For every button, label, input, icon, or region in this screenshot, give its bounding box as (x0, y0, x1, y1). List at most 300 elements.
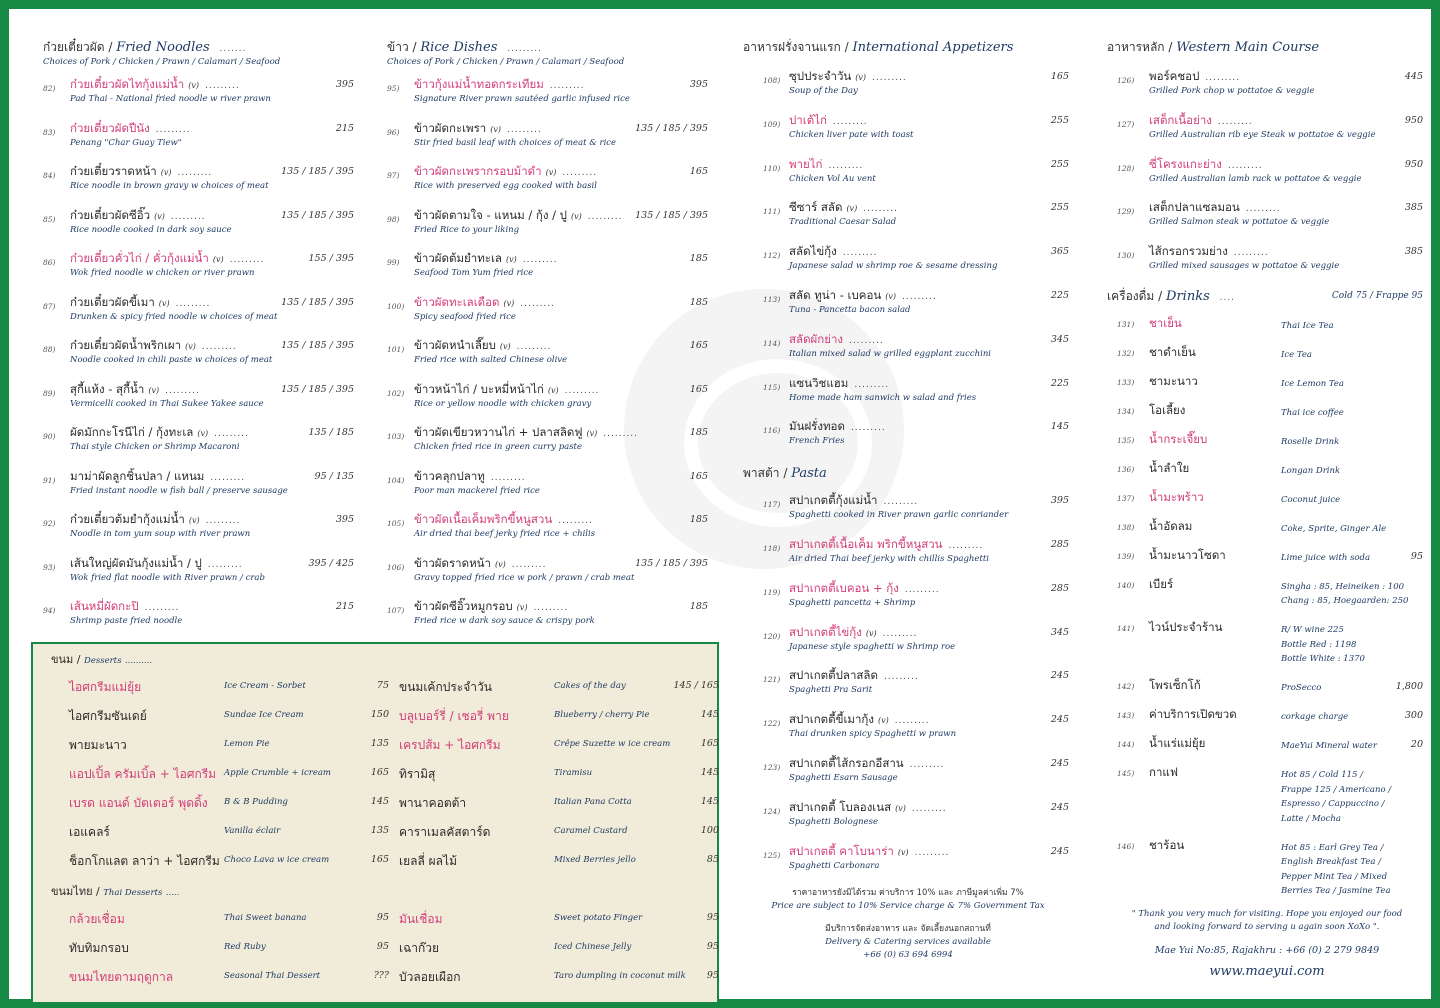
menu-item[interactable] (387, 550, 712, 594)
menu-item[interactable] (387, 115, 712, 159)
dessert-item[interactable] (69, 790, 389, 819)
dessert-item[interactable] (69, 935, 389, 964)
menu-item[interactable] (1107, 151, 1427, 195)
item-description: Gravy topped fried rice w pork / prawn / crab meat (414, 572, 635, 583)
item-name-th: ข้าวผัดกะเพรา (414, 120, 487, 135)
drink-description-line: corkage charge (1281, 712, 1349, 723)
rice-dishes-column (387, 39, 712, 637)
item-name: เสต็กปลาแซลมอน ......... (1149, 200, 1281, 215)
dessert-item[interactable] (399, 964, 719, 993)
item-description: Noodle cooked in chili paste w choices of meat (70, 355, 273, 365)
menu-item[interactable] (743, 151, 1073, 195)
item-number: 142) (1117, 682, 1135, 692)
section-title-th: อาหารหลัก / (1107, 40, 1173, 54)
item-number: 135) (1117, 435, 1135, 445)
dessert-item[interactable] (399, 790, 719, 819)
drink-name: น้ำมะนาวโซดา (1149, 547, 1226, 562)
item-number: 90) (43, 432, 56, 441)
menu-item[interactable] (743, 619, 1073, 663)
item-name-th: ข้าวคลุกปลาทู (414, 468, 485, 483)
menu-item[interactable] (387, 332, 712, 376)
item-name: สลัดไข่กุ้ง ......... (789, 244, 878, 259)
dessert-name: เฉาก๊วย (399, 941, 440, 955)
item-price: 255 (1050, 202, 1069, 214)
drink-item[interactable] (1107, 515, 1427, 544)
item-name: ข้าวผัดราดหน้า (v) ......... (414, 555, 547, 570)
dessert-name: มันเชื่อม (399, 912, 443, 926)
dessert-price: 145 (700, 709, 719, 720)
vegetarian-mark: (v) (160, 168, 172, 177)
item-price: 225 (1050, 289, 1069, 301)
drink-description (1281, 710, 1348, 725)
drink-name: ชาเย็น (1149, 315, 1182, 330)
dessert-price: 75 (376, 680, 389, 691)
section-title-en: Rice Dishes (420, 40, 498, 55)
item-description: Thai drunken spicy Spaghetti w prawn (789, 729, 957, 740)
item-number: 98) (387, 214, 400, 224)
item-number: 116) (763, 426, 781, 436)
item-name-th: ก๋วยเตี๋ยวผัดซีอิ๊ว (70, 207, 151, 222)
item-name: พอร์คชอป ......... (1149, 69, 1241, 83)
item-price: 395 / 425 (308, 557, 354, 569)
item-price: 285 (1050, 582, 1069, 594)
section-subtitle: Choices of Pork / Chicken / Prawn / Calamari / Seafood (387, 57, 625, 67)
item-number: 95) (387, 84, 400, 93)
menu-item[interactable] (387, 593, 712, 637)
drink-price: 20 (1410, 739, 1423, 751)
item-number: 85) (43, 214, 56, 224)
section-title-en: Pasta (791, 466, 827, 482)
item-price: 135 / 185 / 395 (281, 296, 354, 308)
item-price: 185 (689, 427, 708, 438)
item-name: สปาเกตตี้เนื้อเค็ม พริกขี้หนูสวน ......... (789, 536, 984, 551)
item-name-th: สปาเกตตี้เนื้อเค็ม พริกขี้หนูสวน (789, 536, 943, 551)
drink-description-line: Roselle Drink (1281, 436, 1340, 447)
dessert-name-en: Apple Crumble + icream (224, 768, 331, 778)
item-number: 88) (43, 345, 56, 354)
item-name: สลัด ทูน่า - เบคอน (v) ......... (789, 287, 937, 302)
item-price: 135 / 185 (308, 427, 354, 438)
menu-item[interactable] (387, 158, 712, 202)
vegetarian-mark: (v) (197, 429, 209, 438)
drink-item[interactable] (1107, 457, 1427, 486)
item-price: 395 (689, 79, 708, 90)
item-name-th: ข้าวหน้าไก่ / บะหมี่หน้าไก่ (414, 381, 544, 396)
drink-name: เบียร์ (1149, 576, 1174, 591)
menu-item[interactable] (43, 332, 358, 376)
menu-item[interactable] (43, 71, 358, 115)
item-price: 950 (1404, 114, 1423, 126)
drink-item[interactable] (1107, 486, 1427, 515)
menu-item[interactable] (387, 289, 712, 333)
item-name-th: ก๋วยเตี๋ยวผัดไทกุ้งแม่น้ำ (70, 77, 185, 91)
item-description: Tuna - Pancetta bacon salad (789, 304, 911, 315)
drink-description (1281, 406, 1344, 421)
delivery-phone: +66 (0) 63 694 6994 (863, 950, 953, 961)
item-name: ข้าวคลุกปลาทู ......... (414, 468, 526, 483)
dessert-item[interactable] (399, 935, 719, 964)
dessert-name-en: Taro dumpling in coconut milk (554, 971, 686, 981)
item-description: Italian mixed salad w grilled eggplant zucchini (789, 348, 992, 359)
item-number: 97) (387, 171, 400, 180)
menu-item[interactable] (1107, 194, 1427, 238)
drink-name: ค่าบริการเปิดขวด (1149, 707, 1237, 722)
drink-item[interactable] (1107, 341, 1427, 370)
menu-item[interactable] (743, 487, 1073, 531)
item-number: 143) (1117, 711, 1135, 721)
drink-description-line: R/ W wine 225 (1281, 625, 1344, 636)
drink-item[interactable] (1107, 399, 1427, 428)
dessert-item[interactable] (69, 674, 389, 703)
item-name: ซีซาร์ สลัด (v) ......... (789, 200, 898, 215)
drink-item[interactable] (1107, 544, 1427, 573)
item-description: Drunken & spicy fried noodle w choices of meat (70, 311, 278, 322)
item-description: Rice noodle in brown gravy w choices of meat (70, 181, 269, 191)
item-name-th: ก๋วยเตี๋ยวผัดขี้เมา (70, 294, 155, 309)
item-name: ข้าวผัดหนำเลี๊ยบ (v) ......... (414, 338, 552, 352)
item-price: 185 (689, 253, 708, 264)
item-price: 135 / 185 / 395 (635, 122, 708, 134)
item-number: 128) (1117, 163, 1135, 173)
item-price: 135 / 185 / 395 (281, 340, 354, 351)
menu-item[interactable] (743, 107, 1073, 151)
dessert-name: ช็อกโกแลต ลาว่า + ไอศกรีม (69, 854, 220, 868)
section-title-th: เครื่องดื่ม / (1107, 288, 1163, 303)
item-name-th: ข้าวผัดทะเลเดือด (414, 294, 500, 309)
item-number: 125) (763, 850, 781, 860)
menu-item[interactable] (43, 158, 358, 202)
item-number: 121) (763, 675, 781, 685)
dessert-item[interactable] (69, 703, 389, 732)
drink-name: น้ำกระเจี๊ยบ (1149, 431, 1208, 446)
item-number: 83) (43, 127, 56, 137)
menu-item[interactable] (43, 376, 358, 420)
item-name: สปาเกตตี้เบคอน + กุ้ง ......... (789, 580, 940, 595)
drink-name: ไวน์ประจำร้าน (1149, 620, 1223, 635)
menu-item[interactable] (43, 115, 358, 159)
menu-item[interactable] (387, 202, 712, 246)
item-number: 140) (1117, 580, 1135, 590)
item-number: 119) (763, 587, 781, 597)
section-title: ข้าว / Rice Dishes ......... (387, 40, 542, 55)
item-number: 118) (763, 543, 781, 553)
dessert-price: 145 (700, 767, 719, 778)
menu-item[interactable] (387, 463, 712, 507)
item-number: 109) (763, 119, 781, 129)
dessert-price: 165 (700, 738, 719, 749)
menu-item[interactable] (743, 531, 1073, 575)
drink-name: โพรเซ็กโก้ (1149, 678, 1201, 693)
dessert-price: 135 (370, 825, 389, 836)
drink-description-line: Hot 85 : Earl Grey Tea / (1281, 842, 1384, 853)
item-name-th: ซี่โครงแกะย่าง (1149, 156, 1222, 171)
item-number: 87) (43, 301, 56, 311)
dessert-name-en: Vanilla éclair (224, 826, 281, 836)
menu-item[interactable] (387, 376, 712, 420)
item-price: 950 (1404, 158, 1423, 170)
drink-description-line: Espresso / Cappuccino / (1281, 799, 1385, 810)
drink-item[interactable] (1107, 312, 1427, 341)
menu-item[interactable] (387, 419, 712, 463)
item-description: Wok fried noodle w chicken or river prawn (70, 268, 255, 278)
item-description: Signature River prawn sautéed garlic infused rice (414, 94, 630, 104)
item-price: 185 (689, 514, 708, 525)
vegetarian-mark: (v) (188, 81, 199, 90)
drink-item[interactable] (1107, 428, 1427, 457)
menu-item[interactable] (743, 282, 1073, 326)
desserts-title-en: Desserts (84, 656, 122, 666)
fried-noodles-column (43, 39, 358, 637)
section-title-en: Western Main Course (1176, 40, 1320, 55)
dessert-item[interactable] (69, 819, 389, 848)
drink-name: โอเลี้ยง (1149, 402, 1186, 417)
dessert-item[interactable] (69, 964, 389, 993)
section-title (743, 465, 1073, 481)
item-price: 165 (689, 340, 708, 351)
item-name-th: สปาเกตตี้กุ้งแม่น้ำ (789, 493, 878, 508)
item-name-th: สลัด ทูน่า - เบคอน (789, 287, 882, 302)
menu-item[interactable] (743, 706, 1073, 750)
menu-item[interactable] (387, 71, 712, 115)
delivery-th: มีบริการจัดส่งอาหาร และ จัดเลี้ยงนอกสถานที่ (825, 924, 991, 935)
dessert-name-en: Crêpe Suzette w ice cream (554, 739, 671, 749)
item-name-th: เส้นใหญ่ผัดมันกุ้งแม่น้ำ / ปู (70, 555, 202, 570)
item-number: 101) (387, 345, 405, 354)
menu-item[interactable] (743, 238, 1073, 282)
item-price: 165 (1050, 71, 1069, 82)
appetizers-pasta-column (743, 39, 1073, 962)
item-price: 215 (335, 601, 354, 612)
menu-item[interactable] (43, 419, 358, 463)
item-name: เสต็กเนื้อย่าง ......... (1149, 112, 1253, 127)
item-price: 135 / 185 / 395 (281, 209, 354, 221)
drink-description-line: Latte / Mocha (1281, 813, 1341, 824)
drink-description-line: Lime juice with soda (1281, 552, 1371, 563)
drink-item[interactable] (1107, 761, 1427, 834)
dessert-name: บัวลอยเผือก (399, 970, 461, 984)
dessert-name: คาราเมลคัสตาร์ด (399, 825, 491, 839)
item-description: Stir fried basil leaf with choices of meat & rice (414, 137, 617, 148)
item-name-th: เสต็กปลาแซลมอน (1149, 200, 1240, 215)
desserts-title: ขนม / Desserts .......... (51, 653, 152, 666)
item-price: 445 (1404, 71, 1423, 82)
vegetarian-mark: (v) (188, 516, 200, 525)
item-name: สปาเกตตี้ปลาสลิด ......... (789, 668, 919, 683)
item-description: Spaghetti Carbonara (789, 860, 880, 871)
dessert-price: 165 (370, 767, 389, 778)
vegetarian-mark: (v) (148, 385, 160, 395)
thai-desserts-title: ขนมไทย / Thai Desserts ..... (51, 885, 180, 898)
thai-desserts-title-th: ขนมไทย / (51, 885, 100, 898)
menu-item[interactable] (743, 194, 1073, 238)
item-name-th: ผัดมักกะโรนีไก่ / กุ้งทะเล (70, 425, 194, 439)
item-description: Grilled mixed sausages w pottatoe & veggie (1149, 261, 1340, 272)
dessert-item[interactable] (399, 732, 719, 761)
item-price: 145 (1050, 421, 1069, 433)
dessert-name: ขนมไทยตามฤดูกาล (69, 970, 174, 984)
menu-item[interactable] (743, 750, 1073, 794)
drink-description (1281, 522, 1386, 537)
menu-item[interactable] (1107, 107, 1427, 151)
menu-item[interactable] (1107, 63, 1427, 107)
item-name: สปาเกตตี้กุ้งแม่น้ำ ......... (789, 493, 919, 508)
drink-description-line: Singha : 85, Heineiken : 100 (1281, 581, 1405, 592)
vegetarian-mark: (v) (855, 73, 867, 82)
item-name: สปาเกตตี้ โบลองเนส (v) ......... (789, 799, 947, 814)
dessert-name-en: Thai Sweet banana (224, 913, 307, 923)
item-price: 345 (1050, 626, 1069, 638)
dessert-name-en: Sweet potato Finger (554, 913, 643, 923)
item-price: 345 (1050, 333, 1069, 345)
drink-description-line: Ice Tea (1281, 349, 1312, 360)
drink-description-line: ProSecco (1281, 683, 1322, 694)
section-title-th: ข้าว / (387, 40, 417, 54)
menu-item[interactable] (43, 202, 358, 246)
price-note (743, 887, 1073, 913)
menu-item[interactable] (43, 245, 358, 289)
drink-description-line: Berries Tea / Jasmine Tea (1281, 886, 1391, 897)
vegetarian-mark: (v) (895, 803, 906, 813)
item-number: 138) (1117, 522, 1135, 532)
drink-description-line: Coconut juice (1281, 494, 1341, 505)
menu-item[interactable] (743, 63, 1073, 107)
item-description: Pad Thai - National fried noodle w river prawn (70, 94, 271, 104)
menu-item[interactable] (43, 593, 358, 637)
vegetarian-mark: (v) (516, 603, 528, 612)
vegetarian-mark: (v) (212, 255, 224, 264)
item-name-th: สปาเกตตี้ไข่กุ้ง (789, 624, 862, 639)
item-name-th: ซุปประจำวัน (789, 69, 852, 83)
item-description: Spaghetti cooked in River prawn garlic conriander (789, 510, 1009, 521)
menu-item[interactable] (43, 289, 358, 333)
item-number: 139) (1117, 551, 1135, 561)
menu-item[interactable] (1107, 238, 1427, 282)
item-number: 111) (763, 207, 781, 217)
menu-item[interactable] (43, 550, 358, 594)
dessert-item[interactable] (399, 906, 719, 935)
item-number: 114) (763, 338, 781, 348)
section-title: ก๋วยเตี๋ยวผัด / Fried Noodles ....... (43, 40, 247, 55)
drink-description-line: Chang : 85, Hoegaarden: 250 (1281, 596, 1409, 607)
vegetarian-mark: (v) (505, 255, 517, 264)
dessert-item[interactable] (399, 848, 719, 877)
address: Mae Yui No:85, Rajakhru : +66 (0) 2 279 9849 (1154, 945, 1380, 957)
drinks-price-note: Cold 75 / Frappe 95 (1331, 290, 1423, 301)
dessert-name: ไอศกรีมซันเดย์ (69, 709, 147, 723)
dessert-item[interactable] (399, 761, 719, 790)
drink-description (1281, 739, 1377, 754)
item-price: 365 (1050, 246, 1069, 258)
item-name: ก๋วยเตี๋ยวผัดปีนัง ......... (70, 120, 191, 135)
drink-item[interactable] (1107, 573, 1427, 617)
drink-item[interactable] (1107, 834, 1427, 907)
dessert-item[interactable] (69, 761, 389, 790)
menu-item[interactable] (43, 506, 358, 550)
dessert-item[interactable] (399, 819, 719, 848)
item-name: ข้าวผัดต้มยำทะเล (v) ......... (414, 251, 558, 265)
drink-description-line: Frappe 125 / Americano / (1281, 784, 1392, 795)
item-name: ข้าวผัดซีอิ๊วหมูกรอบ (v) ......... (414, 599, 569, 613)
section-title-en: International Appetizers (852, 40, 1014, 55)
drink-name: ชาดำเย็น (1149, 344, 1196, 359)
dessert-item[interactable] (399, 674, 719, 703)
item-name-th: สปาเกตตี้เบคอน + กุ้ง (789, 580, 899, 595)
menu-item[interactable] (743, 662, 1073, 706)
section-title (1107, 39, 1427, 55)
drink-item[interactable] (1107, 370, 1427, 399)
item-number: 126) (1117, 76, 1135, 85)
menu-item[interactable] (43, 463, 358, 507)
dessert-name: ไอศกรีมแม่ยุ้ย (69, 680, 142, 694)
menu-item[interactable] (743, 413, 1073, 457)
item-number: 133) (1117, 377, 1135, 387)
menu-item[interactable] (387, 506, 712, 550)
drink-item[interactable] (1107, 703, 1427, 732)
menu-item[interactable] (743, 326, 1073, 370)
drink-description-line: Ice Lemon Tea (1281, 378, 1344, 389)
vegetarian-mark: (v) (878, 716, 889, 726)
item-number: 96) (387, 127, 400, 137)
item-price: 155 / 395 (308, 253, 354, 264)
item-description: Vermicelli cooked in Thai Sukee Yakee sauce (70, 398, 264, 409)
drink-item[interactable] (1107, 674, 1427, 703)
item-description: Air dried thai beef jerky fried rice + chilis (414, 529, 596, 539)
drink-item[interactable] (1107, 732, 1427, 761)
drink-item[interactable] (1107, 616, 1427, 674)
website-link[interactable]: www.maeyui.com (1209, 964, 1325, 980)
item-number: 104) (387, 475, 405, 485)
item-name-th: พอร์คชอป (1149, 69, 1200, 83)
menu-item[interactable] (743, 575, 1073, 619)
item-description: Fried rice with salted Chinese olive (414, 355, 568, 365)
thanks-line-1: " Thank you very much for visiting. Hope you enjoyed our food (1131, 909, 1403, 920)
dessert-item[interactable] (399, 703, 719, 732)
vegetarian-mark: (v) (154, 211, 165, 221)
item-price: 385 (1404, 246, 1423, 258)
dessert-name-en: Choco Lava w ice cream (224, 855, 330, 865)
drink-price: 1,800 (1395, 681, 1423, 693)
item-name: ก๋วยเตี๋ยวผัดซีอิ๊ว (v) ......... (70, 207, 206, 222)
item-number: 120) (763, 631, 781, 641)
item-price: 385 (1404, 202, 1423, 214)
item-name-th: ไส้กรอกรวมย่าง (1149, 244, 1228, 259)
item-description: Poor man mackerel fried rice (414, 485, 540, 496)
item-description: Chicken fried rice in green curry paste (414, 442, 583, 452)
item-name-th: ข้าวกุ้งแม่น้ำทอดกระเทียม (414, 77, 544, 91)
item-description: Traditional Caesar Salad (789, 217, 897, 228)
drink-description-line: Coke, Sprite, Ginger Ale (1281, 523, 1387, 534)
item-name: ผัดมักกะโรนีไก่ / กุ้งทะเล (v) ......... (70, 425, 249, 439)
dessert-item[interactable] (69, 906, 389, 935)
item-description: Thai style Chicken or Shrimp Macaroni (70, 442, 240, 452)
dessert-price: 95 (706, 912, 719, 923)
drink-description (1281, 623, 1365, 667)
dessert-price: 165 (370, 854, 389, 865)
menu-item[interactable] (743, 838, 1073, 882)
item-price: 225 (1050, 377, 1069, 389)
item-name-th: พายไก่ (789, 156, 823, 171)
item-name-th: ข้าวผัดเนื้อเค็มพริกขี้หนูสวน (414, 512, 553, 526)
menu-item[interactable] (743, 370, 1073, 414)
item-name: พายไก่ ......... (789, 156, 864, 171)
drink-price: 95 (1410, 550, 1423, 562)
dessert-item[interactable] (69, 732, 389, 761)
menu-item[interactable] (387, 245, 712, 289)
dessert-name-en: Seasonal Thai Dessert (224, 971, 321, 981)
dessert-item[interactable] (69, 848, 389, 877)
menu-item[interactable] (743, 794, 1073, 838)
dessert-price: 145 (370, 796, 389, 807)
